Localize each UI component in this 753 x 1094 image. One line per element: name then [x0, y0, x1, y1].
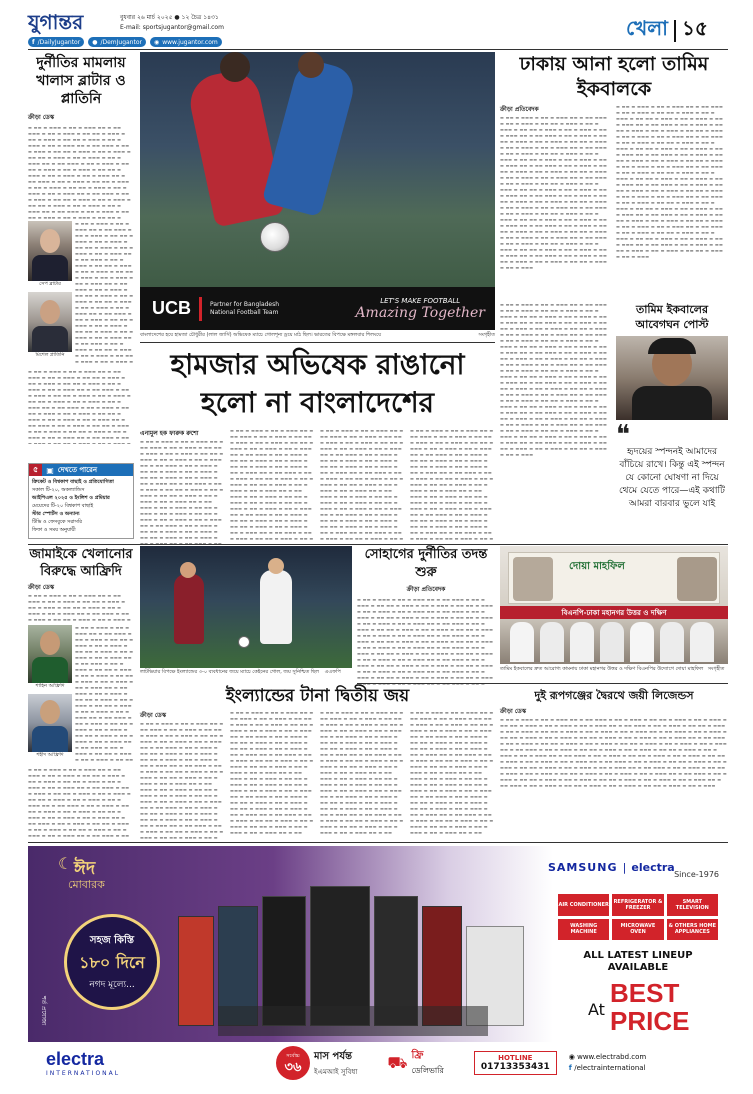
hamza-body — [140, 428, 495, 543]
ucb-red-bar — [199, 297, 202, 321]
ucb-tagline-bottom: Amazing Together — [355, 304, 485, 321]
bnp-banner-strip: বিএনপি-ঢাকা মহানগর উত্তর ও দক্ষিণ — [500, 606, 728, 619]
masthead-date: বুধবার ২৬ মার্চ ২০২৫ ● ১২ চৈত্র ১৪৩১ — [120, 14, 219, 21]
tv-line-1: ক্রিকেট ও বিশ্বকাপ বাছাই ও প্রতিযোগিতা — [32, 479, 114, 485]
michel-platini-photo — [28, 292, 72, 352]
globe-icon: ◉ — [153, 38, 160, 46]
dua-mahfil-caption: তামিম ইকবালের দ্রুত আরোগ্য কামনায় ঢাকা মহানগর উত্তর ও দক্ষিণ বিএনপির উদ্যোগে দোয়া মাহফিল সংগৃহীত — [500, 666, 725, 672]
england-photo-credit: এএফপি — [324, 669, 341, 675]
website-link[interactable]: ◉ www.jugantor.com — [150, 37, 222, 47]
rule — [28, 544, 728, 545]
dua-mahfil-credit: সংগৃহীত — [707, 666, 725, 672]
facebook-link[interactable]: f /electrainternational — [568, 1064, 646, 1072]
facebook-icon: f — [568, 1064, 575, 1072]
newspaper-logo: যুগান্তর — [28, 10, 84, 34]
hamza-headline: হামজার অভিষেক রাঙানো হলো না বাংলাদেশের — [170, 348, 465, 419]
conditions-note: শর্ত প্রযোজ্য — [40, 996, 47, 1026]
section-title: খেলা — [626, 16, 668, 40]
tv-line-4: মেয়েদের টি-২০ বিশ্বকাপ বাছাই — [32, 503, 94, 509]
page-number: ১৫ — [681, 16, 708, 40]
quote-mark-icon: ❝ — [616, 420, 630, 450]
blatter-body-side — [75, 221, 134, 367]
text-block — [500, 115, 612, 300]
website-link[interactable]: ◉ www.electrabd.com — [568, 1053, 647, 1061]
blatter-body-top — [28, 125, 134, 219]
sepp-blatter-caption: সেপ ব্লাটার — [39, 281, 61, 287]
samsung-electra-logo: SAMSUNG | electra Since-1976 — [548, 861, 719, 879]
tv-line-6: টিভি ও ফেসবুকে সরাসরি — [32, 519, 83, 525]
ad-footer — [28, 1042, 728, 1084]
category-washing-machine[interactable]: WASHING MACHINE — [558, 919, 609, 941]
tv-icon: ▣ — [46, 465, 54, 475]
appliance-showcase — [178, 866, 528, 1036]
sohag-headline: সোহাগের দুর্নীতির তদন্ত শুরু — [364, 547, 488, 580]
ucb-logo: UCB — [152, 298, 191, 318]
since-1976: Since-1976 — [674, 870, 719, 879]
afridi-byline: ক্রীড়া ডেস্ক — [28, 584, 55, 591]
logo-divider: | — [622, 861, 627, 874]
sohag-byline: ক্রীড়া প্রতিবেদক — [406, 586, 446, 593]
tv-line-2: সকাল টি-২০, অকল্যান্ডিস — [32, 487, 85, 493]
text-block — [28, 593, 134, 623]
england-match-photo — [140, 546, 352, 668]
facebook-icon: f — [32, 38, 35, 46]
section-header — [626, 14, 708, 47]
tv-line-7: ফিফা ও সময় অনুযায়ী — [32, 527, 76, 533]
dua-mahfil-banner — [508, 552, 720, 604]
text-block — [28, 767, 134, 839]
text-block — [75, 625, 134, 765]
category-other-appliances[interactable]: & OTHERS HOME APPLIANCES — [667, 919, 718, 941]
tamim-article — [500, 52, 728, 542]
shaheen-afridi-caption: শাহিন আফ্রিদি — [35, 683, 65, 689]
category-microwave[interactable]: MICROWAVE OVEN — [612, 919, 663, 941]
text-block — [410, 710, 495, 838]
category-smart-tv[interactable]: SMART TELEVISION — [667, 894, 718, 916]
category-grid — [558, 894, 718, 940]
delivery-truck-icon: ⛟ — [387, 1052, 408, 1072]
text-block — [320, 428, 405, 543]
football-icon — [260, 222, 290, 252]
afridi-article — [28, 546, 134, 838]
shaheen-afridi-photo — [28, 625, 72, 683]
tv-line-3: আইপিএল ২০২৫ ও ইংলিশ ও প্রমিয়ার — [32, 495, 110, 501]
text-block — [410, 428, 495, 543]
electra-advertisement — [28, 846, 728, 1084]
england-photo-caption: লাটভিয়ার বিপক্ষে ইংল্যান্ডের ৩-০ ব্যবধানের জয়ে ম্যাচে কেইনের গোল, জয় সুনিশ্চিত ছিল এএফপি — [140, 669, 341, 675]
tamim-portrait-photo — [616, 336, 728, 420]
ad-contact-links — [569, 1052, 646, 1074]
england-headline: ইংল্যান্ডের টানা দ্বিতীয় জয় — [225, 686, 410, 706]
text-block — [140, 721, 225, 839]
masthead-email: E-mail: sportsjugantor@gmail.com — [120, 24, 224, 31]
hamza-photo-caption: বাংলাদেশের হয়ে হামজা চৌধুরীর (লাল জার্সি) অভিষেক ম্যাচে গোলশূন্য ড্রয়ে মাঠ ছিল। ভারতের বিপক্ষে মঙ্গলবার শিলংয়ে সংগৃহীত — [140, 332, 495, 338]
category-air-conditioner[interactable]: AIR CONDITIONER — [558, 894, 609, 916]
text-block — [500, 302, 612, 564]
rule — [28, 842, 728, 843]
best-price-block: At BEST PRICE — [588, 978, 690, 1036]
text-block — [320, 710, 405, 838]
tv-label: দেখতে পারেন — [57, 466, 98, 474]
tv-line-5: স্টার স্পোর্টস ও অন্যান্য — [32, 511, 80, 517]
blatter-article — [28, 52, 134, 520]
emi-badge: সর্বোচ্চ ৩৬ মাস পর্যন্ত ইএমআই সুবিধা — [276, 1046, 357, 1080]
shahid-afridi-photo — [28, 694, 72, 752]
ucb-tagline-top: LET'S MAKE FOOTBALL — [380, 296, 461, 305]
england-body — [140, 710, 495, 838]
rule — [357, 683, 728, 684]
crescent-moon-icon: ☾ — [58, 854, 73, 873]
blatter-photo-col — [28, 221, 72, 367]
globe-icon: ◉ — [568, 1053, 578, 1061]
ucb-banner — [140, 287, 495, 330]
tamim-byline: ক্রীড়া প্রতিবেদক — [500, 106, 539, 113]
masthead — [28, 8, 728, 48]
emi-offer-badge: সহজ কিস্তি ১৮০ দিনে নগদ মূল্যে... — [64, 914, 160, 1010]
sohag-article — [357, 546, 495, 681]
hamza-photo-credit: সংগৃহীত — [478, 332, 495, 338]
eid-mubarak-badge: ☾ ঈদ মোবারক — [58, 854, 105, 891]
electra-footer-logo: electra INTERNATIONAL — [46, 1049, 121, 1077]
tv-listing-box — [28, 463, 134, 539]
rule — [140, 342, 495, 343]
dua-mahfil-banner-title: দোয়া মাহফিল — [569, 561, 625, 572]
text-block — [230, 710, 315, 838]
tamim-post-title: তামিম ইকবালের আবেগঘন পোস্ট — [635, 303, 709, 331]
hamza-byline: এনামুল হক ফারুক রুশো — [140, 430, 199, 437]
twitter-link[interactable]: ● /DemJugantor — [88, 37, 146, 47]
legends-body — [500, 706, 728, 838]
football-icon — [238, 636, 250, 648]
hamza-match-photo — [140, 52, 495, 287]
sepp-blatter-photo — [28, 221, 72, 281]
afridi-headline: জামাইকে খেলানোর বিরুদ্ধে আফ্রিদি — [29, 547, 133, 579]
social-bar — [28, 37, 233, 47]
blatter-body-bottom — [28, 369, 134, 444]
england-byline: ক্রীড়া ডেস্ক — [140, 712, 167, 719]
shahid-afridi-caption: শহীদ আফ্রিদি — [36, 752, 64, 758]
twitter-icon: ● — [92, 38, 98, 46]
legends-byline: ক্রীড়া ডেস্ক — [500, 708, 527, 715]
text-block — [357, 597, 495, 687]
section-divider — [674, 20, 676, 42]
tv-channel-badge: ৫ — [29, 464, 42, 476]
text-block — [616, 104, 728, 297]
text-block — [140, 439, 225, 544]
ucb-partner-text: Partner for Bangladesh National Football Team — [210, 300, 280, 316]
masthead-rule — [28, 49, 728, 50]
text-block — [230, 428, 315, 543]
dua-mahfil-photo — [500, 546, 728, 664]
free-delivery-badge: ⛟ ফ্রি ডেলিভারি — [387, 1050, 444, 1075]
category-refrigerator[interactable]: REFRIGERATOR & FREEZER — [612, 894, 663, 916]
lineup-text: ALL LATEST LINEUP AVAILABLE — [583, 950, 693, 973]
blatter-byline: ক্রীড়া ডেস্ক — [28, 114, 55, 121]
blatter-headline: দুর্নীতির মামলায় খালাস ব্লাটার ও প্লাতিনি — [36, 55, 126, 107]
text-block — [500, 717, 728, 837]
legends-headline: দুই রূপগঞ্জের দ্বৈরথে জয়ী লিজেন্ডস — [534, 689, 694, 702]
tamim-quote: হৃদয়ের স্পন্দনই আমাদের বাঁচিয়ে রাখে। কিন্তু এই স্পন্দন যে কোনো ঘোষণা না দিয়ে থেমে যেতে পারে—এই কথাটি আমরা বারবার ভুলে যাই — [619, 447, 725, 509]
hotline-box[interactable]: HOTLINE 01713353431 — [474, 1051, 557, 1075]
michel-platini-caption: মিশেল প্লাতিনি — [35, 352, 65, 358]
tamim-headline: ঢাকায় আনা হলো তামিম ইকবালকে — [519, 53, 709, 100]
facebook-link[interactable]: f /DailyJugantor — [28, 37, 84, 47]
